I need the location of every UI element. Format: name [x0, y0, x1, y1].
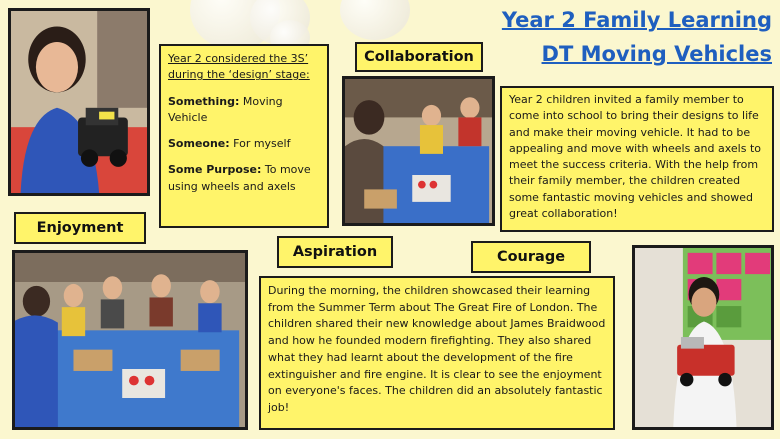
purpose-value: To move using wheels and axels: [168, 163, 311, 193]
something-label: Something:: [168, 94, 240, 108]
purpose-label: Some Purpose:: [168, 163, 262, 177]
page-title: Year 2 Family Learning: [501, 8, 772, 32]
three-s-textbox: [159, 44, 329, 228]
three-s-heading-line1: Year 2 considered the 3S’: [168, 52, 309, 65]
courage-label: Courage: [471, 241, 591, 273]
photo-boy-with-fire-engine: [632, 245, 774, 430]
intro-textbox: Year 2 children invited a family member to come into school to bring their designs to life and make their moving vehicle. It had to be appealing and move with wheels and axels to meet the success criteria. With the help from their family member, the children created some fantastic moving vehicles and showed great collaboration!: [500, 86, 774, 232]
collaboration-label: Collaboration: [355, 42, 483, 72]
page-subtitle: DT Moving Vehicles: [541, 42, 772, 66]
aspiration-label: Aspiration: [277, 236, 393, 268]
three-s-heading-line2: during the ‘design’ stage:: [168, 68, 310, 82]
photo-collaboration: [342, 76, 495, 226]
bubble-decoration: [340, 0, 410, 40]
photo-enjoyment: [12, 250, 248, 430]
someone-value: For myself: [229, 137, 291, 151]
someone-label: Someone:: [168, 137, 230, 151]
photo-girl-with-vehicle: [8, 8, 150, 196]
something-value: Moving Vehicle: [168, 94, 283, 124]
enjoyment-label: Enjoyment: [14, 212, 146, 244]
morning-textbox: During the morning, the children showcased their learning from the Summer Term about The Great Fire of London. The children shared their new knowledge about James Braidwood and how he founded modern firefighting. They also shared what they had learnt about the development of the fire extinguisher and fire engine. It is clear to see the enjoyment on everyone's faces. The children did an absolutely fantastic job!: [259, 276, 615, 430]
